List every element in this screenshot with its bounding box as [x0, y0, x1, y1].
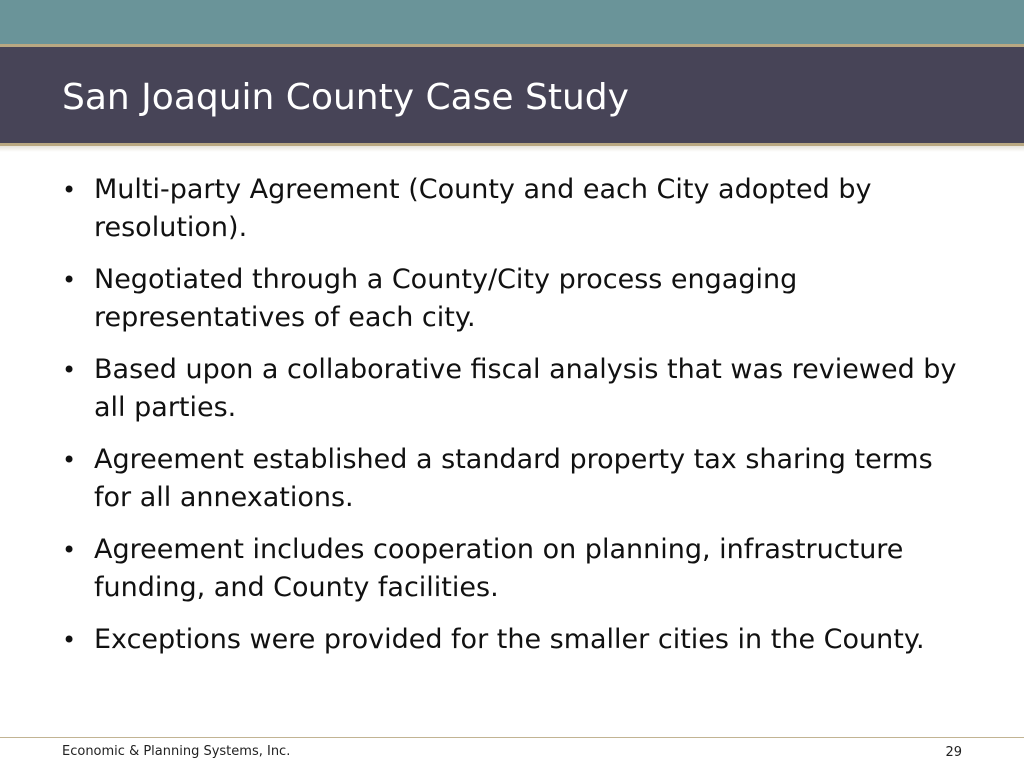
bullet-text: Negotiated through a County/City process engaging representatives of each city. [94, 264, 798, 333]
bullet-text: Exceptions were provided for the smaller cities in the County. [94, 624, 925, 655]
bullet-text: Agreement includes cooperation on planning, infrastructure funding, and County facilities. [94, 534, 904, 603]
bullet-text: Multi-party Agreement (County and each City adopted by resolution). [94, 174, 872, 243]
bullet-dot-icon: • [62, 266, 77, 294]
bullet-list [62, 171, 962, 673]
bullet-text: Agreement established a standard property tax sharing terms for all annexations. [94, 444, 933, 513]
header-top-band [0, 0, 1024, 44]
slide-title: San Joaquin County Case Study [62, 77, 629, 118]
page-number: 29 [945, 745, 962, 760]
bullet-dot-icon: • [62, 356, 77, 384]
bullet-item [62, 621, 962, 659]
header-shadow [0, 146, 1024, 152]
bullet-item [62, 531, 962, 607]
bullet-text: Based upon a collaborative fiscal analysis that was reviewed by all parties. [94, 354, 957, 423]
bullet-item [62, 261, 962, 337]
bullet-dot-icon: • [62, 626, 77, 654]
footer-divider [0, 737, 1024, 738]
bullet-item [62, 351, 962, 427]
bullet-item [62, 441, 962, 517]
bullet-item [62, 171, 962, 247]
bullet-dot-icon: • [62, 536, 77, 564]
footer-company: Economic & Planning Systems, Inc. [62, 744, 291, 759]
bullet-dot-icon: • [62, 446, 77, 474]
bullet-dot-icon: • [62, 176, 77, 204]
